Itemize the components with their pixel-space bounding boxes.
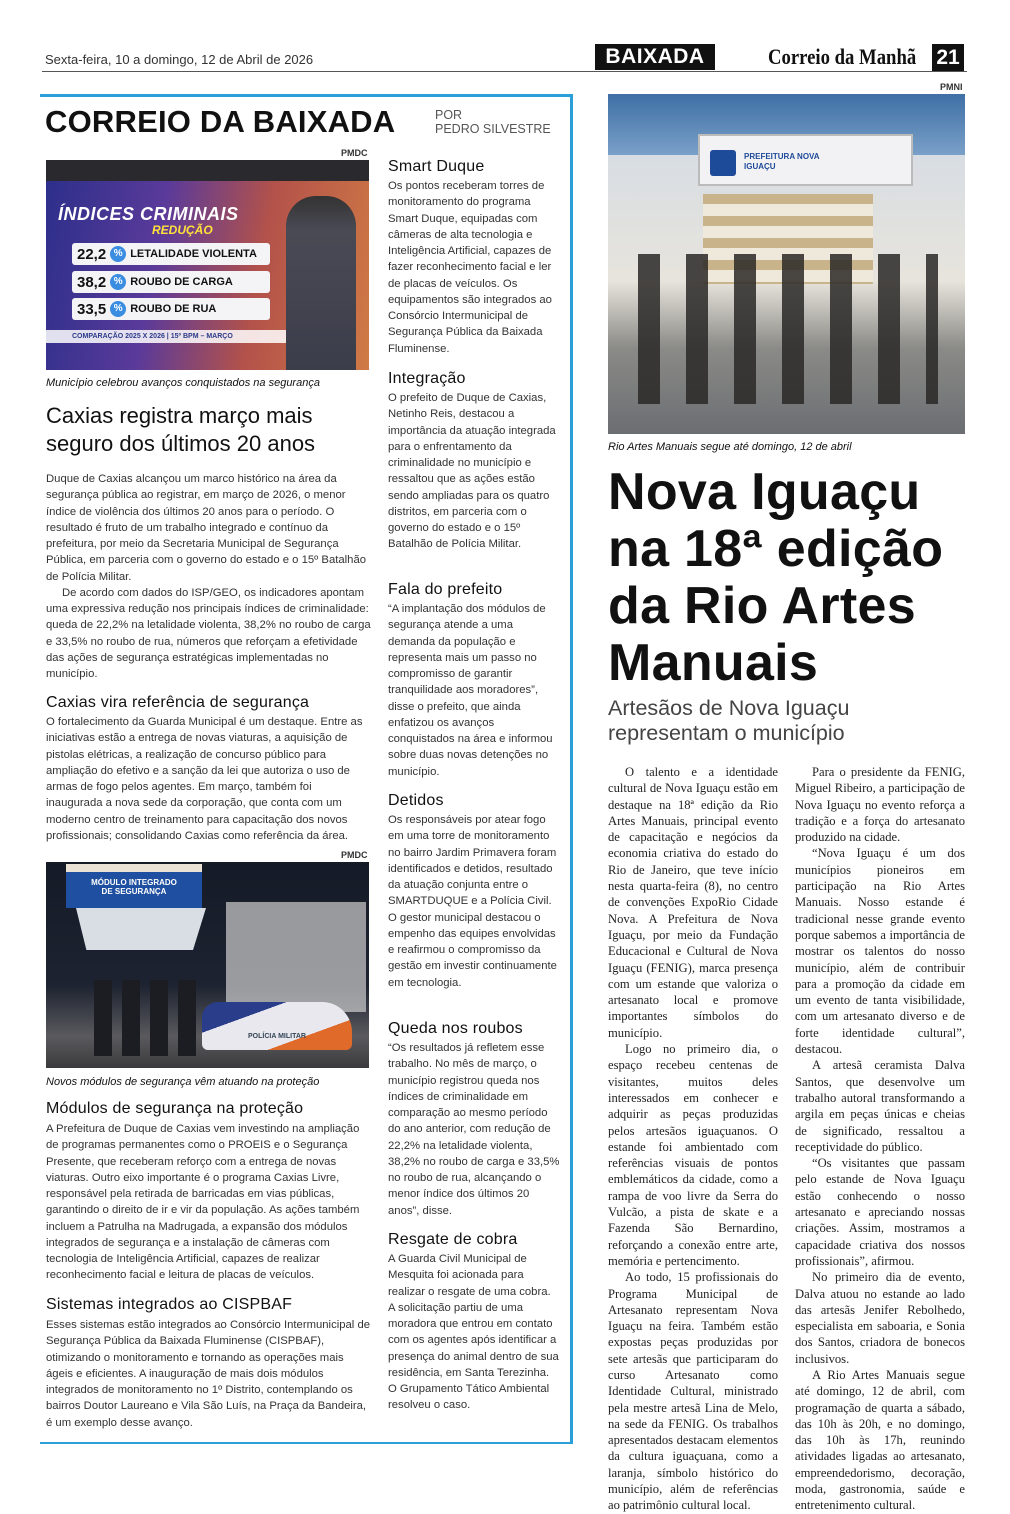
article-body [46, 471, 371, 682]
column-title: CORREIO DA BAIXADA [45, 104, 396, 139]
infographic-subtitle: REDUÇÃO [152, 223, 213, 237]
police-officers [94, 980, 204, 1056]
craft-fair-stand-photo [608, 94, 965, 434]
photo-caption: Município celebrou avanços conquistados na segurança [46, 377, 320, 389]
subheading: Queda nos roubos [388, 1020, 523, 1037]
module-sign: MÓDULO INTEGRADO DE SEGURANÇA [66, 864, 202, 908]
photo-caption: Rio Artes Manuais segue até domingo, 12 de abril [608, 441, 852, 453]
police-officer-figure [286, 196, 356, 370]
crime-index-infographic [46, 160, 369, 370]
photo-credit: PMDC [341, 850, 368, 860]
paragraph: “Os resultados já refletem esse trabalho. No mês de março, o município registrou queda nos índices de criminalidade em comparação ao mesmo período do ano anterior, com redução de 22,2% na letalidade violenta, 38,2% no roubo de carga e 33,5% no roubo de rua, alcançando o menor índice dos últimos 20 anos”, disse. [388, 1042, 560, 1217]
paragraph: No primeiro dia de evento, Dalva atuou no estande ao lado das artesãs Jenifer Rebolhedo, especialista em saboaria, e Sonia dos Santos, criadora de bonecos inclusivos. [795, 1270, 965, 1366]
header-rule [42, 71, 967, 72]
page-number: 21 [932, 44, 964, 71]
article-subtitle: Artesãos de Nova Iguaçu representam o município [608, 696, 850, 745]
stat-label: LETALIDADE VIOLENTA [130, 248, 257, 260]
stat-value: 22,2 [77, 245, 107, 263]
paragraph: Duque de Caxias alcançou um marco histórico na área da segurança pública ao registrar, em março de 2026, o menor índice de violência dos últimos 20 anos para o período. O resultado é fruto de um trabalho integrado e contínuo da prefeitura, por meio da Secretaria Municipal de Segurança Pública, em parceria com o governo do estado e o 15º Batalhão de Polícia Militar. [46, 473, 367, 583]
stat-row [72, 271, 270, 293]
paragraph: A artesã ceramista Dalva Santos, que desenvolve um trabalho autoral transformando a argila em peças únicas e cheias de significado, ressaltou a receptividade do público. [795, 1058, 965, 1154]
byline-prefix: POR [435, 108, 463, 122]
paragraph: O talento e a identidade cultural de Nova Iguaçu estão em destaque na 18ª edição da Rio Artes Manuais, principal evento de capacitação e negócios da economia criativa do estado do Rio de Janeiro, que teve início nesta quarta-feira (8), no centro de convenções ExpoRio Cidade Nova. A Prefeitura de Nova Iguaçu, por meio da Fundação Educacional e Cultural de Nova Iguaçu (FENIG), marca presença com um estande que valoriza o artesanato local e promove importantes símbolos do município. [608, 765, 778, 1040]
security-module-photo [46, 862, 369, 1068]
subheading: Detidos [388, 792, 444, 809]
stat-value: 38,2 [77, 273, 107, 291]
paragraph: “A implantação dos módulos de segurança atende a uma demanda da população e representa mais um passo no compromisso de garantir tranquilidade aos moradores”, disse o prefeito, que ainda enfatizou os avanços conquistados na área e informou sobre duas novas detenções no município. [388, 603, 553, 778]
paragraph: O fortalecimento da Guarda Municipal é um destaque. Entre as iniciativas estão a entrega de novas viaturas, a aquisição de pistolas elétricas, a realização de concurso público para ampliação do efetivo e a sanção da lei que autoriza o uso de armas de fogo pelos agentes. Em março, também foi inaugurada a nova sede da corporação, que conta com um moderno centro de treinamento para capacitação dos novos profissionais; consolidando Caxias como referência da área. [46, 716, 363, 842]
paragraph: Para o presidente da FENIG, Miguel Ribeiro, a participação de Nova Iguaçu no evento reforça a tradição e a força do artesanato produzido na cidade. [795, 765, 965, 845]
subheading: Integração [388, 370, 466, 387]
photo-credit: PMNI [940, 82, 963, 92]
paragraph: Os pontos receberam torres de monitoramento do programa Smart Duque, equipadas com câmeras de alta tecnologia e Inteligência Artificial, capazes de fazer reconhecimento facial e ler de placas de veículos. Os equipamentos são integrados ao Consórcio Intermunicipal de Segurança Pública da Baixada Fluminense. [388, 180, 552, 355]
paragraph: De acordo com dados do ISP/GEO, os indicadores apontam uma expressiva redução nos principais índices de criminalidade: queda de 22,2% na letalidade violenta, 38,2% no roubo de carga e 33,5% no roubo de rua, números que reforçam a efetividade das ações de segurança estratégicas implementadas no município. [46, 586, 371, 680]
paragraph: A Rio Artes Manuais segue até domingo, 12 de abril, com programação de quarta a sábado, das 10h às 20h, e no domingo, das 10h às 17h, reunindo atividades ligadas ao artesanato, empreendedorismo, decoração, moda, gastronomia, saúde e entretenimento cultural. [795, 1367, 965, 1513]
subheading: Resgate de cobra [388, 1231, 518, 1248]
paragraph: A Prefeitura de Duque de Caxias vem investindo na ampliação de programas permanentes como o PROEIS e o Segurança Presente, que receberam reforço com a entrega de novas viaturas. Outro eixo importante é o programa Caxias Livre, responsável pela retirada de barricadas em vias públicas, garantindo o direito de ir e vir da população. As ações também incluem a Patrulha na Madrugada, a expansão dos módulos integrados de segurança e a instalação de câmeras com tecnologia de Inteligência Artificial, capazes de realizar reconhecimento facial e leitura de placas de veículos. [46, 1123, 360, 1282]
paragraph: A Guarda Civil Municipal de Mesquita foi acionada para realizar o resgate de uma cobra. A solicitação partiu de uma moradora que entrou em contato com os agentes após identificar a presença do animal dentro de sua residência, em Santa Terezinha. O Grupamento Tático Ambiental resolveu o caso. [388, 1253, 559, 1412]
article-column-2 [795, 764, 965, 1514]
stat-value: 33,5 [77, 300, 107, 318]
stat-label: ROUBO DE CARGA [130, 276, 233, 288]
stat-row [72, 243, 270, 265]
stat-row [72, 298, 270, 320]
edition-date: Sexta-feira, 10 a domingo, 12 de Abril de 2026 [45, 52, 314, 67]
subheading: Smart Duque [388, 158, 485, 175]
subheading: Caxias vira referência de segurança [46, 694, 310, 711]
city-logo-icon [710, 150, 736, 176]
canopy [76, 908, 206, 950]
paragraph: “Os visitantes que passam pelo estande de Nova Iguaçu estão conhecendo o nosso artesanato e apreciando nossas criações. Assim, mostramos a capacidade criativa dos nossos profissionais”, afirmou. [795, 1156, 965, 1268]
percent-icon: % [110, 301, 126, 317]
infographic-footer: COMPARAÇÃO 2025 X 2026 | 15º BPM – MARÇO [46, 330, 286, 343]
paragraph: Esses sistemas estão integrados ao Consórcio Intermunicipal de Segurança Pública da Baixada Fluminense (CISPBAF), otimizando o monitoramento e tornando as operações mais ágeis e eficientes. A inauguração de mais dois módulos integrados de monitoramento no 1º Distrito, contemplando os bairros Doutor Laureano e Vila São Luís, na Praça da Bandeira, é um exemplo desse avanço. [46, 1319, 371, 1429]
article-column-1 [608, 764, 778, 1514]
subheading: Fala do prefeito [388, 581, 503, 598]
paragraph: “Nova Iguaçu é um dos municípios pioneiros em participação na Rio Artes Manuais. Nosso estande é tradicional nesse grande evento porque sabemos a importância de mostrar os talentos do nosso município, além de contribuir para a promoção da cidade em um evento de tanta visibilidade, com um artesanato diverso e de forte identidade cultural”, destacou. [795, 846, 965, 1057]
newspaper-name: Correio da Manhã [768, 44, 917, 69]
police-car: POLÍCIA MILITAR [202, 1002, 352, 1050]
stand-sign: PREFEITURA NOVA IGUAÇU [744, 152, 820, 171]
paragraph: Ao todo, 15 profissionais do Programa Municipal de Artesanato representam Nova Iguaçu na feira. Também estão expostas peças produzidas por sete artesãs que participaram do curso Artesanato como Identidade Cultural, ministrado pela mestre artesã Lina de Melo, na sede da FENIG. Os trabalhos apresentados destacam elementos da cultura iguaçuana, como a laranja, símbolo histórico do município, além de referências ao patrimônio cultural local. [608, 1270, 778, 1513]
subheading: Sistemas integrados ao CISPBAF [46, 1296, 293, 1313]
photo-caption: Novos módulos de segurança vêm atuando na proteção [46, 1076, 320, 1088]
article-headline: Nova Iguaçu na 18ª edição da Rio Artes Manuais [608, 463, 944, 692]
visitors [638, 254, 938, 404]
stand-banner [698, 134, 913, 186]
paragraph: Os responsáveis por atear fogo em uma torre de monitoramento no bairro Jardim Primavera foram identificados e detidos, resultado da atuação conjunta entre o SMARTDUQUE e a Polícia Civil. O gestor municipal destacou o empenho das equipes envolvidas e reafirmou o compromisso da gestão em investir continuamente em tecnologia. [388, 814, 557, 989]
subheading: Módulos de segurança na proteção [46, 1100, 304, 1117]
paragraph: Logo no primeiro dia, o espaço recebeu centenas de visitantes, muitos deles interessados em conhecer e adquirir as peças produzidas pelos artesãos iguaçuanos. O estande foi ambientado com referências visuais de pontos emblemáticos da cidade, como a rampa de voo livre da Serra do Vulcão, a pista de skate e a Fazenda São Bernardino, reforçando a conexão entre arte, memória e pertencimento. [608, 1042, 778, 1268]
infographic-title: ÍNDICES CRIMINAIS [58, 204, 239, 224]
photo-credit: PMDC [341, 148, 368, 158]
byline [435, 108, 551, 136]
byline-author: PEDRO SILVESTRE [435, 122, 551, 136]
section-tag: BAIXADA [595, 44, 715, 70]
stat-label: ROUBO DE RUA [130, 303, 217, 315]
percent-icon: % [110, 274, 126, 290]
article-headline: Caxias registra março mais seguro dos últimos 20 anos [46, 403, 316, 456]
paragraph: O prefeito de Duque de Caxias, Netinho Reis, destacou a importância da atuação integrada para o enfrentamento da criminalidade no município e ressaltou que as ações estão sendo ampliadas para os quatro distritos, em parceria com o governo do estado e o 15º Batalhão de Polícia Militar. [388, 392, 556, 551]
building [226, 902, 366, 1012]
percent-icon: % [110, 246, 126, 262]
